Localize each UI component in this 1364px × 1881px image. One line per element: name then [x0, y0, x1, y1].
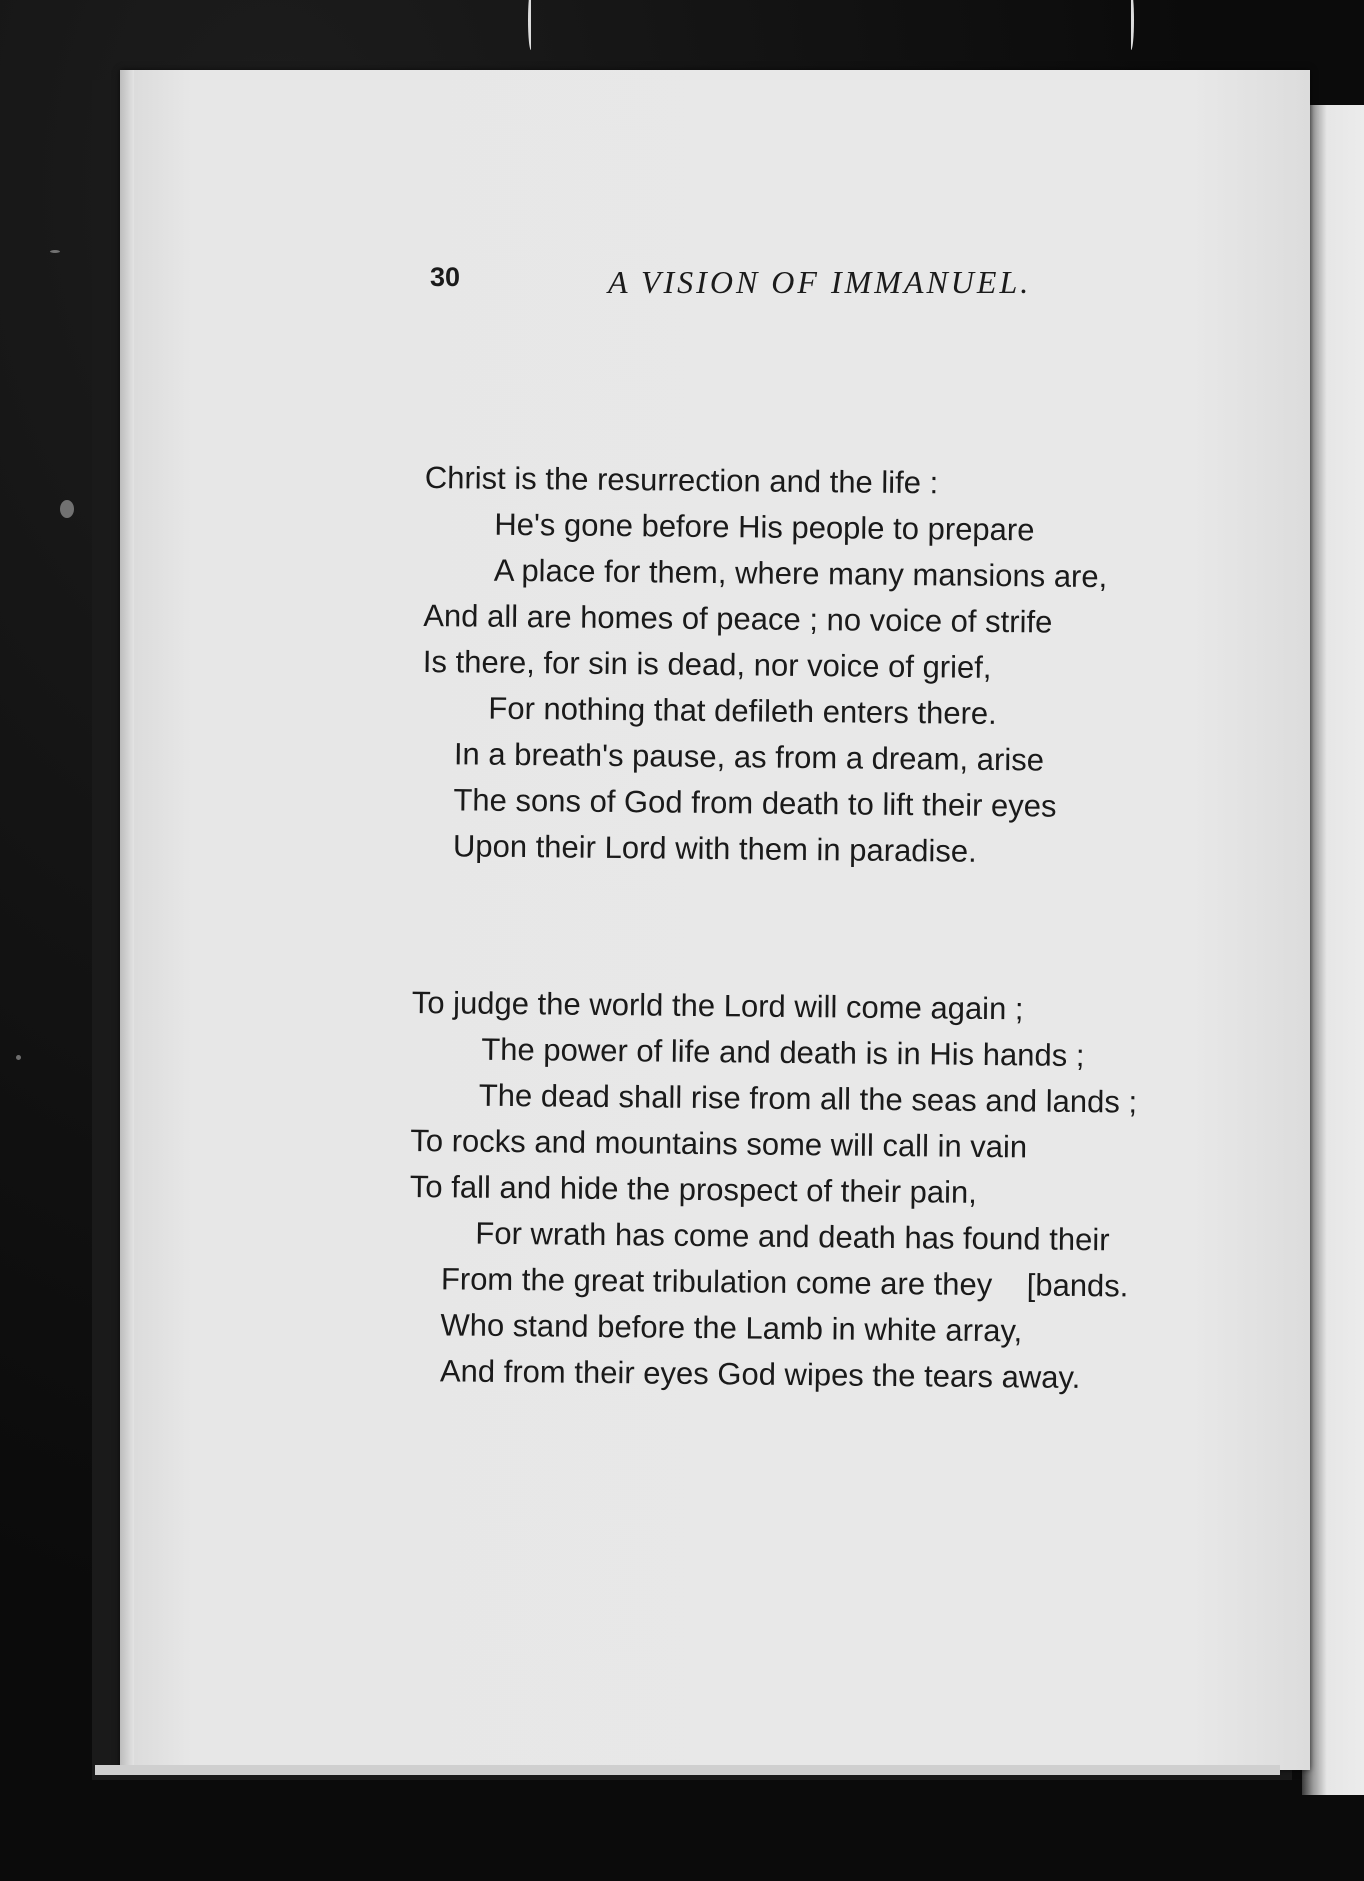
page-bottom-edge — [95, 1765, 1280, 1775]
poem-line: And from their eyes God wipes the tears away. — [439, 1353, 1081, 1396]
poem-line: In a breath's pause, as from a dream, arise — [453, 736, 1045, 778]
running-title: A VISION OF IMMANUEL. — [608, 264, 1032, 300]
poem-line: Upon their Lord with them in paradise. — [452, 828, 977, 869]
page-number: 30 — [430, 262, 461, 292]
poem-line: Who stand before the Lamb in white array, — [440, 1307, 1023, 1349]
page-left-edge — [120, 70, 134, 1770]
scan-speck — [16, 1055, 21, 1060]
poem-line: To rocks and mountains some will call in vain — [410, 1122, 1028, 1165]
poem-line: Christ is the resurrection and the life : — [424, 460, 939, 501]
scan-speck — [50, 250, 60, 253]
poem-line: For nothing that defileth enters there. — [488, 690, 997, 732]
poem-line: The sons of God from death to lift their eyes — [453, 782, 1057, 824]
poem-line: Is there, for sin is dead, nor voice of grief, — [422, 643, 992, 685]
poem-line: To judge the world the Lord will come again ; — [411, 985, 1024, 1027]
page-header — [430, 262, 1070, 302]
book-page — [120, 70, 1310, 1770]
poem-line: He's gone before His people to prepare — [494, 506, 1035, 548]
poem-line: For wrath has come and death has found their — [475, 1215, 1110, 1258]
adjacent-page-edge — [1302, 105, 1364, 1795]
poem-line: And all are homes of peace ; no voice of strife — [423, 597, 1053, 640]
poem-line: The dead shall rise from all the seas and lands ; — [478, 1077, 1138, 1120]
poem-line: The power of life and death is in His hands ; — [481, 1031, 1085, 1074]
poem-line: A place for them, where many mansions are, — [493, 552, 1108, 595]
page-edge-curve — [528, 0, 534, 50]
scan-speck — [60, 500, 74, 518]
poem-line: From the great tribulation come are they [bands. — [440, 1261, 1129, 1304]
poem-line: To fall and hide the prospect of their pain, — [409, 1168, 978, 1210]
